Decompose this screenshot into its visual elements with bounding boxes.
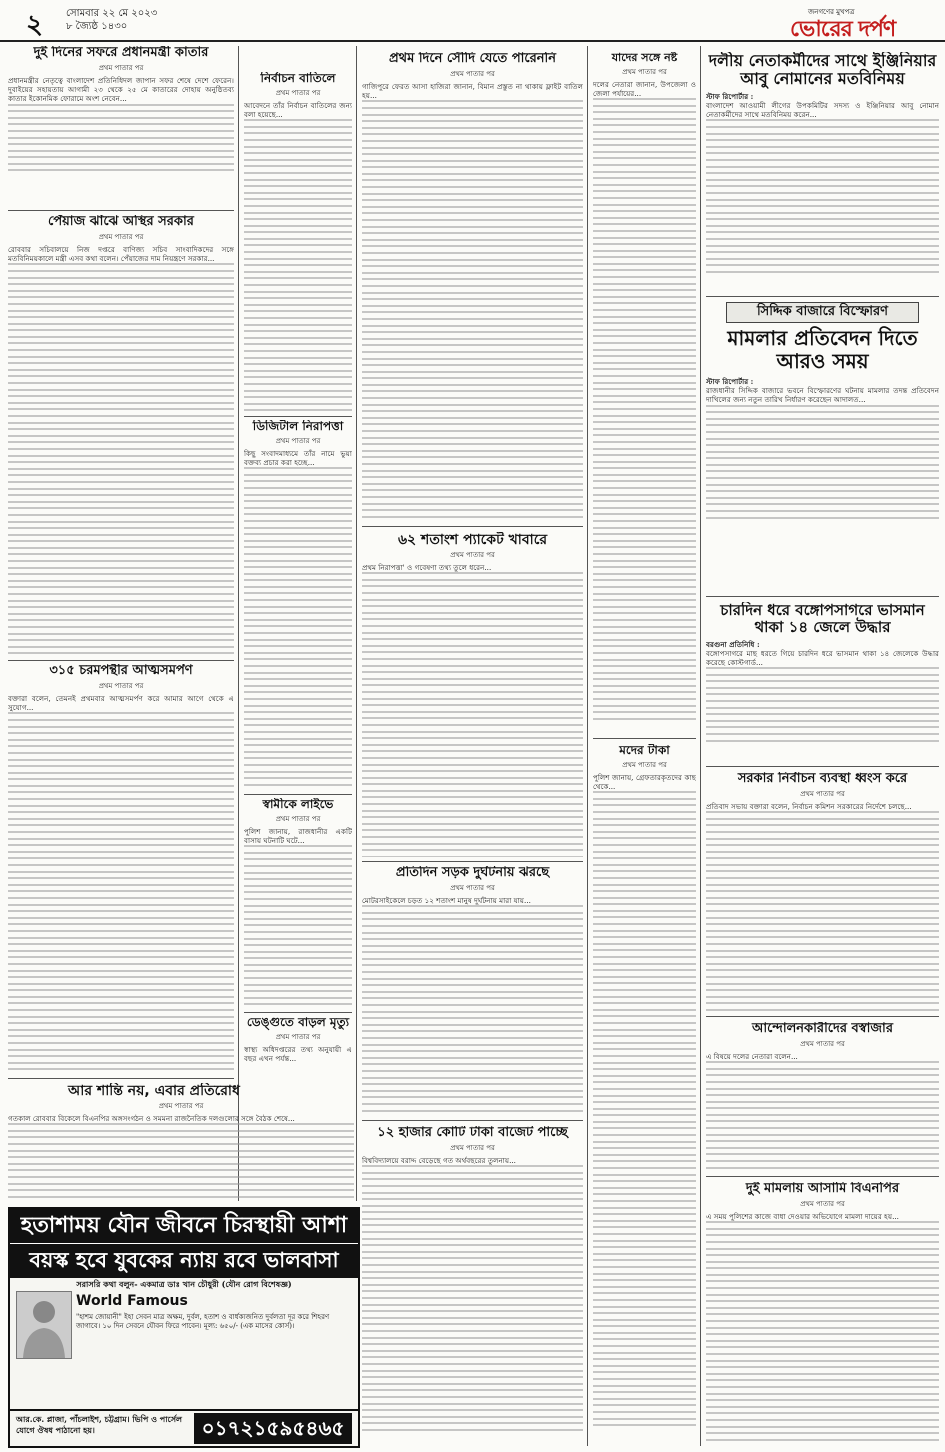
article-dengue — [244, 1016, 352, 1080]
divider — [244, 794, 352, 795]
divider — [362, 861, 583, 862]
article-body — [362, 1165, 583, 1431]
article-lead: বঙ্গোপসাগরে মাছ ধরতে গিয়ে চারদিন ধরে ভাসমান থাকা ১৪ জেলেকে উদ্ধার করেছে কোস্টগার্ড... — [706, 648, 939, 667]
article-lost — [593, 52, 696, 732]
divider — [244, 416, 352, 417]
divider — [706, 296, 939, 297]
headline: দুই মামলায় আসামি বিএনপির — [745, 1182, 900, 1196]
headline: স্বামীকে লাইভে — [262, 798, 334, 811]
article-body — [8, 263, 234, 655]
continued-label: প্রথম পাতার পর — [158, 1102, 204, 1111]
article-lead: বক্তারা বলেন, তেমনই প্রথমবার আত্মসমর্পণ করে আমার আগে থেকে এ সুযোগ... — [8, 693, 234, 713]
column-rule — [238, 46, 239, 1201]
headline: দুই দিনের সফরে প্রধানমন্ত্রী কাতার — [33, 46, 209, 60]
article-lead: দলের নেতারা জানান, উপজেলা ও জেলা পর্যায়ের... — [593, 79, 696, 98]
headline: আন্দোলনকারীদের বস্বাজার — [752, 1022, 893, 1036]
article-body — [244, 467, 352, 790]
article-body — [362, 905, 583, 1116]
continued-label: প্রথম পাতার পর — [450, 1143, 495, 1152]
article-digital-security — [244, 420, 352, 790]
article-lead: রোববার সচিবালয়ে নিজ দপ্তরে বাণিজ্য সচিব সাংবাদিকদের সঙ্গে মতবিনিময়কালে মন্ত্রী এসব কথা বলেন। পেঁয়াজের দাম নিয়ন্ত্রণে সরকার... — [8, 244, 234, 264]
article-body — [706, 667, 939, 742]
article-lead: স্বাস্থ্য অধিদপ্তরের তথ্য অনুযায়ী এ বছর এখন পর্যন্ত... — [244, 1044, 352, 1063]
kicker: সিদ্দিক বাজারে বিস্ফোরণ — [756, 304, 889, 319]
headline: দলীয় নেতাকর্মীদের সাথে ইঞ্জিনিয়ার আবু নোমানের মতবিনিময় — [708, 52, 937, 89]
continued-label: প্রথম পাতার পর — [622, 760, 667, 769]
divider — [706, 766, 939, 767]
article-body — [362, 100, 583, 522]
article-extremist — [8, 664, 234, 1074]
article-lead: পুলিশ জানায়, গ্রেফতারকৃতদের কাছ থেকে... — [593, 772, 696, 791]
article-lead: বিশ্ববিদ্যালয়ে বরাদ্দ বেড়েছে গত অর্থবছরের তুলনায়... — [362, 1155, 516, 1165]
headline: প্রথম দিনে সৌদি যেতে পারেননি — [388, 52, 557, 66]
page-number: ২ — [26, 10, 43, 40]
column-rule — [356, 46, 357, 1201]
continued-label: প্রথম পাতার পর — [450, 69, 495, 78]
continued-label: প্রথম পাতার পর — [622, 67, 667, 76]
continued-label: প্রথম পাতার পর — [800, 1199, 845, 1208]
article-lead: বাংলাদেশ আওয়ামী লীগের উপকমিটির সদস্য ও ইঞ্জিনিয়ার আবু নোমান নেতাকর্মীদের সাথে মতবিনিময় করেন... — [706, 100, 939, 120]
divider — [244, 1012, 352, 1013]
article-husband-live — [244, 798, 352, 1008]
article-siddique-bazar — [706, 302, 939, 592]
article-lead: এ বিষয়ে দলের নেতারা বলেন... — [706, 1051, 798, 1061]
article-body — [8, 104, 234, 172]
article-body — [362, 572, 583, 857]
column-rule — [587, 46, 588, 1446]
ad-body: "হাশম জোয়ানী" ইহা সেবন মাত্র অক্ষম, দুর্বল, হতাশ ও বার্ধক্যজনিত দুর্বলতা দূর করে শিহরণ জাগাবে। ১০ দিন সেবনে যৌবন ফিরে পাবেন। মূল্য: ৬৫০/- (এক মাসের কোর্স)। — [76, 1313, 330, 1330]
ad-subline: সরাসরি কথা বলুন- একমাত্র ডাঃ খান চৌধুরী (যৌন রোগ বিশেষজ্ঞ) — [76, 1279, 292, 1289]
ad-headline-2: বয়স্ক হবে যুবকের ন্যায় রবে ভালবাসা — [10, 1243, 358, 1278]
byline: স্টাফ রিপোর্টার : — [706, 91, 754, 101]
article-lead: প্রতিবাদ সভায় বক্তারা বলেন, নির্বাচন কমিশন সরকারের নির্দেশে চলছে... — [706, 801, 912, 811]
article-lead: গাজিপুরে ফেরত আসা হাজিরা জানান, বিমান প্রস্তুত না থাকায় ফ্লাইট বাতিল হয়... — [362, 81, 583, 101]
continued-label: প্রথম পাতার পর — [98, 681, 144, 690]
headline: মামলার প্রতিবেদন দিতে আরও সময় — [727, 325, 918, 373]
byline: স্টাফ রিপোর্টার : — [706, 376, 754, 386]
divider — [593, 738, 696, 739]
article-election-system — [706, 772, 939, 1012]
continued-label: প্রথম পাতার পর — [98, 63, 144, 72]
article-onion — [8, 215, 234, 655]
byline: বরগুনা প্রতিনিধি : — [706, 639, 760, 649]
ad-contact-bar — [10, 1409, 358, 1448]
article-road-accidents — [362, 866, 583, 1116]
advertisement — [8, 1207, 360, 1448]
article-lead: মোটরসাইকেলে চড়ত ১২ শতাংশ মানুষ দুর্ঘটনায় মারা যায়... — [362, 895, 531, 905]
headline: পেঁয়াজ ঝাঁঝে অস্থির সরকার — [48, 215, 194, 229]
article-lead: আবেদনে তাঁর নির্বাচন বাতিলের জন্য বলা হয়েছে... — [244, 100, 352, 119]
divider — [706, 1176, 939, 1177]
article-body — [8, 1123, 354, 1201]
divider — [8, 660, 234, 661]
headline: নির্বাচন বাতিলে — [260, 72, 336, 85]
article-budget — [362, 1126, 583, 1446]
newspaper-logo: ভোরের দর্পণ — [790, 17, 896, 42]
continued-label: প্রথম পাতার পর — [98, 232, 144, 241]
divider — [8, 210, 234, 211]
continued-label: প্রথম পাতার পর — [275, 88, 321, 97]
headline: মদের টাকা — [619, 744, 670, 757]
article-fishermen — [706, 602, 939, 762]
ad-phone-number: ০১৭২১৫৯৫৪৬৫ — [194, 1413, 352, 1444]
divider — [8, 1078, 234, 1079]
article-lead: প্রধানমন্ত্রীর নেতৃত্বে বাংলাদেশ প্রতিনিধিদল জাপান সফর শেষে দেশে ফেরেন। দুবাইয়ের সহায়তায় আগামী ২৩ থেকে ২৫ মে কাতারের দোহায় অনুষ্ঠিতব্য কাতার ইকোনমিক ফোরামে অংশ নেবেন... — [8, 75, 234, 104]
headline: আর শান্তি নয়, এবার প্রতিরোধ — [68, 1083, 240, 1099]
headline: চারদিন ধরে বঙ্গোপসাগরে ভাসমান থাকা ১৪ জেলে উদ্ধার — [720, 602, 925, 637]
headline: ডেঙ্গুতে বাড়ল মৃত্যু — [246, 1016, 350, 1029]
article-drunk-money — [593, 744, 696, 1444]
page-header — [0, 0, 945, 42]
continued-label: প্রথম পাতার পর — [800, 1039, 845, 1048]
divider — [362, 1120, 583, 1121]
headline: সরকার নির্বাচন ব্যবস্থা ধ্বংস করে — [737, 772, 908, 786]
article-body — [244, 845, 352, 1008]
article-lead: গতকাল রোববার বিকেলে বিএনপির অঙ্গসংগঠন ও সমমনা রাজনৈতিক দলগুলোর সঙ্গে বৈঠক শেষে... — [8, 1114, 295, 1124]
continued-label: প্রথম পাতার পর — [450, 883, 495, 892]
article-bnp-cases — [706, 1182, 939, 1446]
article-lead: পুলিশ জানায়, রাজধানীর একটি বাসায় ঘটনাটি ঘটে... — [244, 826, 352, 845]
article-body — [8, 712, 234, 1074]
article-election-cancel — [244, 72, 352, 412]
article-engineer-meeting — [706, 52, 939, 292]
divider — [706, 1016, 939, 1017]
headline: ১২ হাজার কোটি টাকা বাজেট পাচ্ছে — [377, 1126, 568, 1140]
article-body — [706, 405, 939, 519]
article-resistance — [8, 1083, 354, 1201]
article-body — [706, 1061, 939, 1169]
article-lead: এ সময় পুলিশের কাজে বাধা দেওয়ার অভিযোগে মামলা দায়ের হয়... — [706, 1211, 899, 1221]
date-bangla: ৮ জ্যৈষ্ঠ ১৪৩০ — [66, 21, 128, 32]
doctor-photo — [16, 1291, 72, 1359]
ad-headline-1: হতাশাময় যৌন জীবনে চিরস্থায়ী আশা — [10, 1209, 358, 1243]
article-body — [244, 119, 352, 412]
article-protest-market — [706, 1022, 939, 1172]
article-body — [593, 791, 696, 1426]
ad-address: আর.কে. প্লাজা, পাঁচলাইশ, চট্টগ্রাম। ভিপি ও পার্সেল যোগে ঔষধ পাঠানো হয়। — [16, 1414, 182, 1435]
article-body — [706, 811, 939, 1012]
continued-label: প্রথম পাতার পর — [275, 436, 321, 445]
article-lead: রাজধানীর সিদ্দিক বাজারে ভবনে বিস্ফোরণের ঘটনায় মামলার তদন্ত প্রতিবেদন দাখিলের জন্য নতুন তারিখ নির্ধারণ করেছেন আদালত... — [706, 386, 939, 405]
date-gregorian: সোমবার ২২ মে ২০২৩ — [66, 8, 158, 19]
article-lead: প্রথম নিরাপত্তা' ও গবেষণা তথ্য তুলে ধরেন... — [362, 563, 492, 573]
column-rule — [700, 46, 701, 1446]
headline: ডিজিটাল নিরাপত্তা — [252, 420, 344, 433]
article-pm-tour — [8, 46, 234, 206]
article-lead: কিছু সংবাদমাধ্যমে তাঁর নামে ভুয়া বক্তব্য প্রচার করা হচ্ছে... — [244, 448, 352, 467]
ad-world-famous: World Famous — [76, 1293, 188, 1309]
continued-label: প্রথম পাতার পর — [800, 789, 845, 798]
continued-label: প্রথম পাতার পর — [275, 1032, 321, 1041]
article-saudi — [362, 52, 583, 522]
continued-label: প্রথম পাতার পর — [275, 814, 321, 823]
divider — [362, 526, 583, 527]
headline: যাদের সঙ্গে নষ্ট — [611, 52, 678, 64]
divider — [706, 596, 939, 597]
headline: ৬২ শতাংশ প্যাকেট খাবারে — [397, 532, 548, 548]
logo-tagline: জনগণের মুখপত্র — [808, 8, 855, 16]
headline: ৩১৫ চরমপন্থীর আত্মসমর্পণ — [49, 664, 193, 678]
article-packet-food — [362, 532, 583, 857]
article-body — [706, 1221, 939, 1441]
continued-label: প্রথম পাতার পর — [450, 551, 495, 560]
article-body — [593, 98, 696, 720]
headline: প্রতিদিন সড়ক দুর্ঘটনায় ঝরছে — [395, 866, 550, 880]
article-body — [706, 119, 939, 273]
